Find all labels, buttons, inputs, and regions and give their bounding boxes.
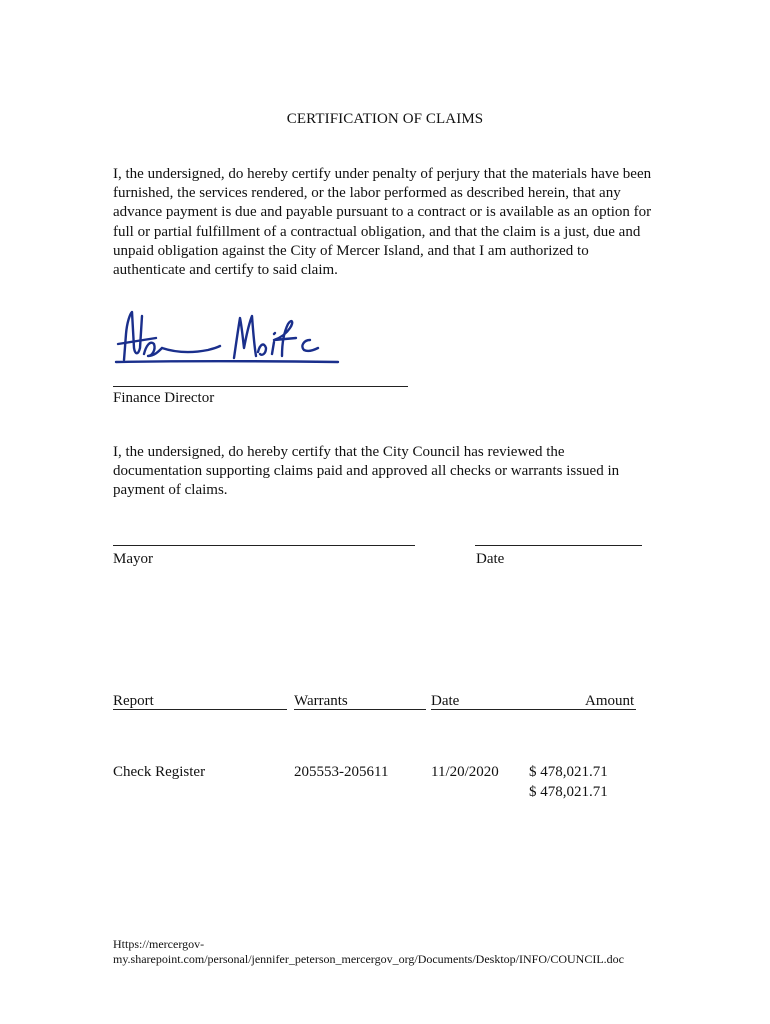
paragraph-line: advance payment is due and payable pursuant to a contract or is available as an option for (113, 204, 652, 221)
paragraph-line: furnished, the services rendered, or the labor performed as described herein, that any (113, 185, 621, 202)
header-underline (526, 709, 636, 710)
handwritten-signature (112, 304, 344, 372)
header-underline (294, 709, 426, 710)
document-path-footer (113, 937, 624, 967)
paragraph-line: payment of claims. (113, 482, 228, 499)
date-signature-line (475, 545, 642, 546)
header-underline (431, 709, 526, 710)
footer-line: Https://mercergov- (113, 937, 205, 951)
column-header-date: Date (431, 693, 460, 709)
certification-paragraph (113, 165, 673, 280)
total-amount: $ 478,021.71 (529, 784, 608, 800)
column-header-amount: Amount (585, 693, 635, 709)
header-underline (113, 709, 287, 710)
row-warrants: 205553-205611 (294, 764, 389, 780)
council-certification-paragraph (113, 443, 673, 501)
column-header-warrants: Warrants (294, 693, 348, 709)
column-header-report: Report (113, 693, 154, 709)
row-report: Check Register (113, 764, 206, 780)
finance-director-signature-line (113, 386, 408, 387)
paragraph-line: documentation supporting claims paid and approved all checks or warrants issued in (113, 463, 620, 480)
mayor-signature-line (113, 545, 415, 546)
date-label: Date (476, 551, 505, 567)
mayor-label: Mayor (113, 551, 153, 567)
row-date: 11/20/2020 (431, 764, 499, 780)
row-amount: $ 478,021.71 (529, 764, 608, 780)
finance-director-label: Finance Director (113, 390, 215, 406)
document-title: CERTIFICATION OF CLAIMS (286, 111, 484, 127)
footer-line: my.sharepoint.com/personal/jennifer_peterson_mercergov_org/Documents/Desktop/INFO/COUNCIL.doc (113, 952, 625, 966)
paragraph-line: full or partial fulfillment of a contractual obligation, and that the claim is a just, due and (113, 223, 641, 240)
paragraph-line: unpaid obligation against the City of Mercer Island, and that I am authorized to (113, 242, 589, 259)
paragraph-line: I, the undersigned, do hereby certify that the City Council has reviewed the (113, 444, 565, 460)
paragraph-line: I, the undersigned, do hereby certify under penalty of perjury that the materials have been (113, 166, 652, 182)
paragraph-line: authenticate and certify to said claim. (113, 262, 338, 279)
